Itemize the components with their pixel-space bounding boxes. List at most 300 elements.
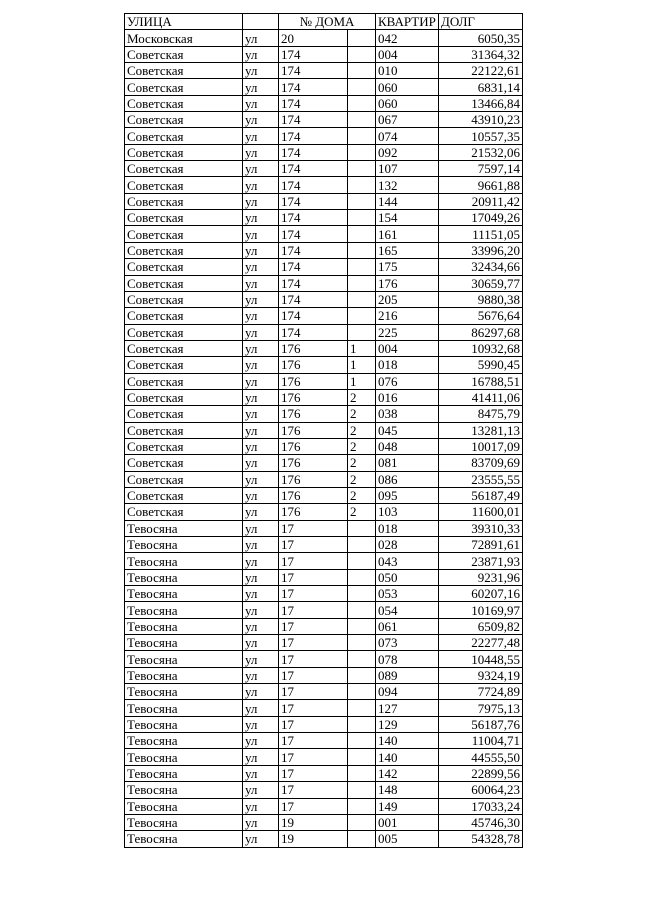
street-cell: Тевосяна <box>125 749 243 765</box>
table-row <box>125 128 523 144</box>
street-cell: Советская <box>125 95 243 111</box>
street-cell: Советская <box>125 259 243 275</box>
type-cell: ул <box>243 389 279 405</box>
debt-cell: 5990,45 <box>439 357 523 373</box>
type-cell: ул <box>243 667 279 683</box>
type-cell: ул <box>243 438 279 454</box>
street-cell: Советская <box>125 144 243 160</box>
street-cell: Советская <box>125 112 243 128</box>
street-cell: Советская <box>125 340 243 356</box>
building-cell <box>348 831 376 847</box>
apartment-cell: 103 <box>376 504 439 520</box>
apartment-cell: 038 <box>376 406 439 422</box>
apartment-cell: 018 <box>376 520 439 536</box>
table-row <box>125 504 523 520</box>
type-cell: ул <box>243 63 279 79</box>
type-cell: ул <box>243 504 279 520</box>
type-cell: ул <box>243 618 279 634</box>
apartment-cell: 148 <box>376 782 439 798</box>
table-row <box>125 291 523 307</box>
house-cell: 174 <box>279 291 348 307</box>
street-cell: Тевосяна <box>125 798 243 814</box>
apartment-cell: 042 <box>376 30 439 46</box>
building-cell <box>348 226 376 242</box>
debt-cell: 41411,06 <box>439 389 523 405</box>
street-cell: Тевосяна <box>125 814 243 830</box>
debt-cell: 60064,23 <box>439 782 523 798</box>
building-cell <box>348 651 376 667</box>
table-row <box>125 586 523 602</box>
table-row <box>125 537 523 553</box>
debt-cell: 10448,55 <box>439 651 523 667</box>
debt-cell: 13281,13 <box>439 422 523 438</box>
table-row <box>125 161 523 177</box>
type-cell: ул <box>243 569 279 585</box>
table-row <box>125 618 523 634</box>
building-cell <box>348 700 376 716</box>
debt-cell: 10932,68 <box>439 340 523 356</box>
table-row <box>125 471 523 487</box>
street-cell: Советская <box>125 389 243 405</box>
debt-cell: 44555,50 <box>439 749 523 765</box>
debt-cell: 9661,88 <box>439 177 523 193</box>
table-row <box>125 782 523 798</box>
debt-cell: 5676,64 <box>439 308 523 324</box>
house-cell: 176 <box>279 389 348 405</box>
street-cell: Тевосяна <box>125 537 243 553</box>
street-cell: Советская <box>125 79 243 95</box>
house-cell: 174 <box>279 128 348 144</box>
building-cell: 2 <box>348 504 376 520</box>
apartment-cell: 001 <box>376 814 439 830</box>
apartment-cell: 073 <box>376 635 439 651</box>
building-cell <box>348 308 376 324</box>
building-cell: 1 <box>348 373 376 389</box>
building-cell <box>348 716 376 732</box>
house-cell: 174 <box>279 242 348 258</box>
house-cell: 176 <box>279 422 348 438</box>
street-cell: Тевосяна <box>125 602 243 618</box>
apartment-cell: 089 <box>376 667 439 683</box>
street-cell: Советская <box>125 177 243 193</box>
debt-cell: 56187,49 <box>439 487 523 503</box>
house-cell: 176 <box>279 471 348 487</box>
table-row <box>125 275 523 291</box>
street-cell: Тевосяна <box>125 635 243 651</box>
debt-cell: 7724,89 <box>439 684 523 700</box>
debt-cell: 7975,13 <box>439 700 523 716</box>
type-cell: ул <box>243 700 279 716</box>
debt-cell: 10017,09 <box>439 438 523 454</box>
debt-cell: 21532,06 <box>439 144 523 160</box>
apartment-cell: 175 <box>376 259 439 275</box>
type-cell: ул <box>243 831 279 847</box>
type-cell: ул <box>243 193 279 209</box>
house-cell: 17 <box>279 635 348 651</box>
type-cell: ул <box>243 487 279 503</box>
building-cell: 2 <box>348 438 376 454</box>
building-cell <box>348 553 376 569</box>
table-row <box>125 46 523 62</box>
building-cell <box>348 63 376 79</box>
type-cell: ул <box>243 373 279 389</box>
type-cell: ул <box>243 520 279 536</box>
debt-cell: 16788,51 <box>439 373 523 389</box>
debt-cell: 10557,35 <box>439 128 523 144</box>
apartment-cell: 043 <box>376 553 439 569</box>
table-row <box>125 177 523 193</box>
street-cell: Тевосяна <box>125 700 243 716</box>
debt-cell: 32434,66 <box>439 259 523 275</box>
house-cell: 19 <box>279 831 348 847</box>
table-row <box>125 569 523 585</box>
building-cell <box>348 275 376 291</box>
street-cell: Советская <box>125 128 243 144</box>
house-cell: 176 <box>279 406 348 422</box>
type-cell: ул <box>243 242 279 258</box>
type-cell: ул <box>243 765 279 781</box>
building-cell <box>348 259 376 275</box>
street-cell: Советская <box>125 471 243 487</box>
street-cell: Тевосяна <box>125 831 243 847</box>
street-cell: Советская <box>125 357 243 373</box>
building-cell <box>348 537 376 553</box>
building-cell: 2 <box>348 471 376 487</box>
table-row <box>125 324 523 340</box>
house-cell: 174 <box>279 63 348 79</box>
type-cell: ул <box>243 733 279 749</box>
building-cell <box>348 733 376 749</box>
street-cell: Советская <box>125 46 243 62</box>
building-cell <box>348 520 376 536</box>
type-cell: ул <box>243 635 279 651</box>
table-row <box>125 651 523 667</box>
type-cell: ул <box>243 210 279 226</box>
type-cell: ул <box>243 602 279 618</box>
table-row <box>125 226 523 242</box>
building-cell: 2 <box>348 389 376 405</box>
type-cell: ул <box>243 782 279 798</box>
house-cell: 174 <box>279 275 348 291</box>
type-cell: ул <box>243 586 279 602</box>
building-cell: 2 <box>348 487 376 503</box>
apartment-cell: 092 <box>376 144 439 160</box>
apartment-cell: 004 <box>376 340 439 356</box>
apartment-cell: 205 <box>376 291 439 307</box>
street-cell: Советская <box>125 291 243 307</box>
debt-cell: 17033,24 <box>439 798 523 814</box>
street-cell: Тевосяна <box>125 520 243 536</box>
apartment-cell: 028 <box>376 537 439 553</box>
house-cell: 174 <box>279 177 348 193</box>
table-row <box>125 259 523 275</box>
street-cell: Тевосяна <box>125 618 243 634</box>
building-cell <box>348 161 376 177</box>
house-cell: 176 <box>279 357 348 373</box>
table-row <box>125 798 523 814</box>
apartment-cell: 144 <box>376 193 439 209</box>
street-cell: Советская <box>125 373 243 389</box>
house-cell: 176 <box>279 487 348 503</box>
debt-cell: 22122,61 <box>439 63 523 79</box>
apartment-cell: 094 <box>376 684 439 700</box>
house-cell: 17 <box>279 586 348 602</box>
table-row <box>125 357 523 373</box>
table-row <box>125 602 523 618</box>
type-cell: ул <box>243 422 279 438</box>
house-cell: 174 <box>279 210 348 226</box>
house-cell: 174 <box>279 144 348 160</box>
type-cell: ул <box>243 46 279 62</box>
debt-cell: 39310,33 <box>439 520 523 536</box>
type-cell: ул <box>243 259 279 275</box>
table-row <box>125 193 523 209</box>
street-cell: Советская <box>125 455 243 471</box>
table-row <box>125 553 523 569</box>
house-cell: 174 <box>279 193 348 209</box>
debt-cell: 20911,42 <box>439 193 523 209</box>
house-cell: 17 <box>279 651 348 667</box>
table-row <box>125 765 523 781</box>
debt-cell: 9880,38 <box>439 291 523 307</box>
apartment-cell: 074 <box>376 128 439 144</box>
building-cell <box>348 749 376 765</box>
table-row <box>125 79 523 95</box>
street-cell: Тевосяна <box>125 733 243 749</box>
street-cell: Тевосяна <box>125 569 243 585</box>
apartment-cell: 140 <box>376 749 439 765</box>
house-cell: 174 <box>279 259 348 275</box>
street-cell: Советская <box>125 193 243 209</box>
debt-cell: 45746,30 <box>439 814 523 830</box>
building-cell <box>348 291 376 307</box>
apartment-cell: 107 <box>376 161 439 177</box>
street-cell: Советская <box>125 242 243 258</box>
street-cell: Советская <box>125 504 243 520</box>
house-cell: 17 <box>279 798 348 814</box>
building-cell <box>348 242 376 258</box>
apartment-cell: 132 <box>376 177 439 193</box>
street-cell: Тевосяна <box>125 553 243 569</box>
debt-cell: 10169,97 <box>439 602 523 618</box>
building-cell <box>348 177 376 193</box>
house-cell: 17 <box>279 733 348 749</box>
type-cell: ул <box>243 144 279 160</box>
house-cell: 174 <box>279 226 348 242</box>
table-row <box>125 455 523 471</box>
type-cell: ул <box>243 226 279 242</box>
type-cell: ул <box>243 684 279 700</box>
apartment-cell: 050 <box>376 569 439 585</box>
apartment-cell: 086 <box>376 471 439 487</box>
apartment-cell: 165 <box>376 242 439 258</box>
debt-cell: 54328,78 <box>439 831 523 847</box>
house-cell: 20 <box>279 30 348 46</box>
street-cell: Советская <box>125 161 243 177</box>
building-cell <box>348 46 376 62</box>
header-apartment: КВАРТИР <box>376 14 439 30</box>
table-row <box>125 406 523 422</box>
type-cell: ул <box>243 455 279 471</box>
type-cell: ул <box>243 716 279 732</box>
table-row <box>125 684 523 700</box>
street-cell: Советская <box>125 226 243 242</box>
apartment-cell: 067 <box>376 112 439 128</box>
building-cell: 1 <box>348 357 376 373</box>
building-cell: 1 <box>348 340 376 356</box>
table-row <box>125 30 523 46</box>
apartment-cell: 078 <box>376 651 439 667</box>
house-cell: 17 <box>279 765 348 781</box>
apartment-cell: 216 <box>376 308 439 324</box>
house-cell: 17 <box>279 700 348 716</box>
debt-cell: 11004,71 <box>439 733 523 749</box>
type-cell: ул <box>243 30 279 46</box>
house-cell: 174 <box>279 79 348 95</box>
apartment-cell: 176 <box>376 275 439 291</box>
type-cell: ул <box>243 177 279 193</box>
debt-cell: 7597,14 <box>439 161 523 177</box>
table-row <box>125 422 523 438</box>
house-cell: 17 <box>279 553 348 569</box>
apartment-cell: 005 <box>376 831 439 847</box>
building-cell <box>348 814 376 830</box>
building-cell <box>348 618 376 634</box>
table-row <box>125 112 523 128</box>
debt-cell: 72891,61 <box>439 537 523 553</box>
header-row <box>125 14 523 30</box>
house-cell: 174 <box>279 324 348 340</box>
type-cell: ул <box>243 308 279 324</box>
building-cell: 2 <box>348 422 376 438</box>
debt-table <box>124 13 523 848</box>
header-type <box>243 14 279 30</box>
table-row <box>125 733 523 749</box>
table-row <box>125 814 523 830</box>
debt-cell: 6050,35 <box>439 30 523 46</box>
building-cell <box>348 765 376 781</box>
type-cell: ул <box>243 537 279 553</box>
type-cell: ул <box>243 814 279 830</box>
table-row <box>125 373 523 389</box>
debt-cell: 31364,32 <box>439 46 523 62</box>
house-cell: 17 <box>279 667 348 683</box>
house-cell: 19 <box>279 814 348 830</box>
apartment-cell: 127 <box>376 700 439 716</box>
house-cell: 176 <box>279 504 348 520</box>
apartment-cell: 054 <box>376 602 439 618</box>
type-cell: ул <box>243 749 279 765</box>
building-cell <box>348 324 376 340</box>
house-cell: 176 <box>279 340 348 356</box>
street-cell: Тевосяна <box>125 651 243 667</box>
type-cell: ул <box>243 357 279 373</box>
apartment-cell: 018 <box>376 357 439 373</box>
house-cell: 176 <box>279 373 348 389</box>
house-cell: 17 <box>279 569 348 585</box>
house-cell: 17 <box>279 749 348 765</box>
debt-cell: 8475,79 <box>439 406 523 422</box>
type-cell: ул <box>243 112 279 128</box>
building-cell <box>348 586 376 602</box>
type-cell: ул <box>243 79 279 95</box>
house-cell: 176 <box>279 455 348 471</box>
building-cell <box>348 210 376 226</box>
building-cell <box>348 602 376 618</box>
apartment-cell: 081 <box>376 455 439 471</box>
table-row <box>125 667 523 683</box>
debt-cell: 11151,05 <box>439 226 523 242</box>
building-cell <box>348 128 376 144</box>
debt-cell: 30659,77 <box>439 275 523 291</box>
apartment-cell: 045 <box>376 422 439 438</box>
apartment-cell: 048 <box>376 438 439 454</box>
house-cell: 174 <box>279 308 348 324</box>
type-cell: ул <box>243 406 279 422</box>
house-cell: 17 <box>279 716 348 732</box>
debt-cell: 22277,48 <box>439 635 523 651</box>
building-cell <box>348 112 376 128</box>
table-row <box>125 487 523 503</box>
building-cell <box>348 635 376 651</box>
house-cell: 176 <box>279 438 348 454</box>
type-cell: ул <box>243 291 279 307</box>
table-row <box>125 438 523 454</box>
header-debt: ДОЛГ <box>439 14 523 30</box>
table-row <box>125 389 523 405</box>
building-cell <box>348 79 376 95</box>
debt-cell: 6509,82 <box>439 618 523 634</box>
table-row <box>125 340 523 356</box>
apartment-cell: 129 <box>376 716 439 732</box>
type-cell: ул <box>243 324 279 340</box>
apartment-cell: 060 <box>376 79 439 95</box>
table-row <box>125 520 523 536</box>
type-cell: ул <box>243 275 279 291</box>
debt-cell: 86297,68 <box>439 324 523 340</box>
apartment-cell: 225 <box>376 324 439 340</box>
table-row <box>125 716 523 732</box>
table-row <box>125 210 523 226</box>
debt-cell: 9324,19 <box>439 667 523 683</box>
table-row <box>125 308 523 324</box>
header-street: УЛИЦА <box>125 14 243 30</box>
apartment-cell: 060 <box>376 95 439 111</box>
apartment-cell: 010 <box>376 63 439 79</box>
building-cell <box>348 667 376 683</box>
debt-cell: 6831,14 <box>439 79 523 95</box>
street-cell: Московская <box>125 30 243 46</box>
building-cell <box>348 569 376 585</box>
debt-cell: 33996,20 <box>439 242 523 258</box>
house-cell: 17 <box>279 602 348 618</box>
street-cell: Советская <box>125 275 243 291</box>
street-cell: Тевосяна <box>125 684 243 700</box>
house-cell: 17 <box>279 520 348 536</box>
apartment-cell: 142 <box>376 765 439 781</box>
house-cell: 174 <box>279 161 348 177</box>
house-cell: 17 <box>279 618 348 634</box>
building-cell <box>348 782 376 798</box>
building-cell <box>348 798 376 814</box>
apartment-cell: 053 <box>376 586 439 602</box>
street-cell: Советская <box>125 422 243 438</box>
table-row <box>125 144 523 160</box>
debt-cell: 11600,01 <box>439 504 523 520</box>
debt-cell: 60207,16 <box>439 586 523 602</box>
house-cell: 17 <box>279 782 348 798</box>
apartment-cell: 149 <box>376 798 439 814</box>
